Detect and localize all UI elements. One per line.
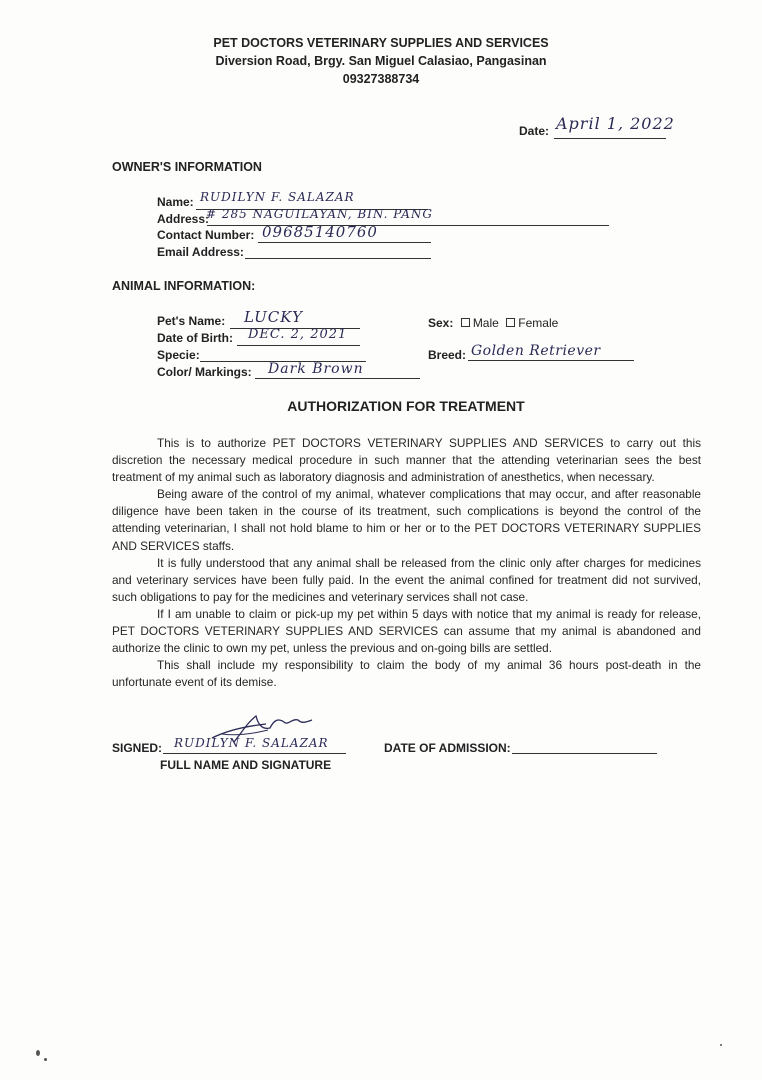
dob-label: Date of Birth:	[157, 331, 233, 345]
signed-name-value: RUDILYN F. SALAZAR	[174, 736, 329, 750]
authorization-title: AUTHORIZATION FOR TREATMENT	[287, 398, 525, 414]
authorization-paragraph: If I am unable to claim or pick-up my pet within 5 days with notice that my animal is ready for release, PET DOCTORS VETERINARY SUPPLIES AND SERVICES can assume that my animal is abandoned and authorize the clinic to own my pet, unless the previous and on-going bills are settled.	[112, 606, 701, 656]
address-label: Address:	[157, 212, 210, 226]
authorization-body	[112, 435, 701, 691]
contact-line	[258, 242, 431, 243]
sex-label: Sex:	[428, 316, 454, 330]
dob-value: DEC. 2, 2021	[248, 327, 348, 342]
scan-speck	[44, 1058, 47, 1061]
signature-line	[163, 753, 346, 754]
authorization-paragraph: It is fully understood that any animal shall be released from the clinic only after charges for medicines and veterinary services have been fully paid. In the event the animal confined for treatment did not survived, such obligations to pay for the medicines and veterinary services shall not case.	[112, 555, 701, 604]
sex-field	[428, 314, 558, 332]
scan-speck	[36, 1050, 40, 1056]
sex-male-label: Male	[472, 316, 499, 330]
animal-section-title: ANIMAL INFORMATION:	[112, 279, 256, 293]
name-label: Name:	[157, 195, 194, 209]
admission-line	[512, 753, 657, 754]
sex-male-checkbox[interactable]	[461, 318, 470, 327]
contact-value: 09685140760	[262, 223, 378, 241]
business-phone: 09327388734	[342, 72, 420, 86]
date-value: April 1, 2022	[556, 114, 675, 133]
date-label: Date:	[519, 124, 550, 138]
pet-name-label: Pet's Name:	[157, 314, 226, 328]
address-value: # 285 NAGUILAYAN, BIN. PANG	[206, 207, 434, 221]
color-markings-label: Color/ Markings:	[157, 365, 252, 379]
breed-value: Golden Retriever	[471, 343, 601, 359]
breed-line	[468, 360, 634, 361]
breed-label: Breed:	[428, 348, 467, 362]
contact-label: Contact Number:	[157, 228, 255, 242]
business-address: Diversion Road, Brgy. San Miguel Calasiao, Pangasinan	[215, 54, 547, 68]
signature-caption: FULL NAME AND SIGNATURE	[160, 758, 332, 772]
specie-label: Specie:	[157, 348, 200, 362]
email-line	[245, 258, 431, 259]
authorization-paragraph: This shall include my responsibility to claim the body of my animal 36 hours post-death in the unfortunate event of its demise.	[112, 658, 701, 690]
email-label: Email Address:	[157, 245, 244, 259]
signed-label: SIGNED:	[112, 741, 163, 755]
authorization-paragraph: Being aware of the control of my animal, whatever complications that may occur, and after reasonable diligence have been taken in the course of its treatment, such complications is beyond the control of the attending veterinarian, I shall not hold blame to him or her or to the PET DOCTORS VETERINARY SUPPLIES AND SERVICES staffs.	[112, 487, 701, 553]
scan-speck	[720, 1044, 722, 1046]
business-name: PET DOCTORS VETERINARY SUPPLIES AND SERVICES	[213, 36, 549, 50]
admission-label: DATE OF ADMISSION:	[384, 741, 511, 755]
authorization-paragraph: This is to authorize PET DOCTORS VETERINARY SUPPLIES AND SERVICES to carry out this discretion the necessary medical procedure in such manner that the attending veterinarian sees the best treatment of my animal such as laboratory diagnosis and administration of anesthetics, when necessary.	[112, 436, 701, 485]
sex-female-label: Female	[518, 316, 559, 330]
color-markings-value: Dark Brown	[268, 361, 364, 377]
pet-name-value: LUCKY	[244, 308, 303, 326]
name-value: RUDILYN F. SALAZAR	[200, 190, 355, 204]
date-line	[554, 138, 666, 139]
dob-line	[237, 345, 360, 346]
sex-female-checkbox[interactable]	[506, 318, 515, 327]
color-markings-line	[255, 378, 420, 379]
owner-section-title: OWNER'S INFORMATION	[112, 160, 262, 174]
